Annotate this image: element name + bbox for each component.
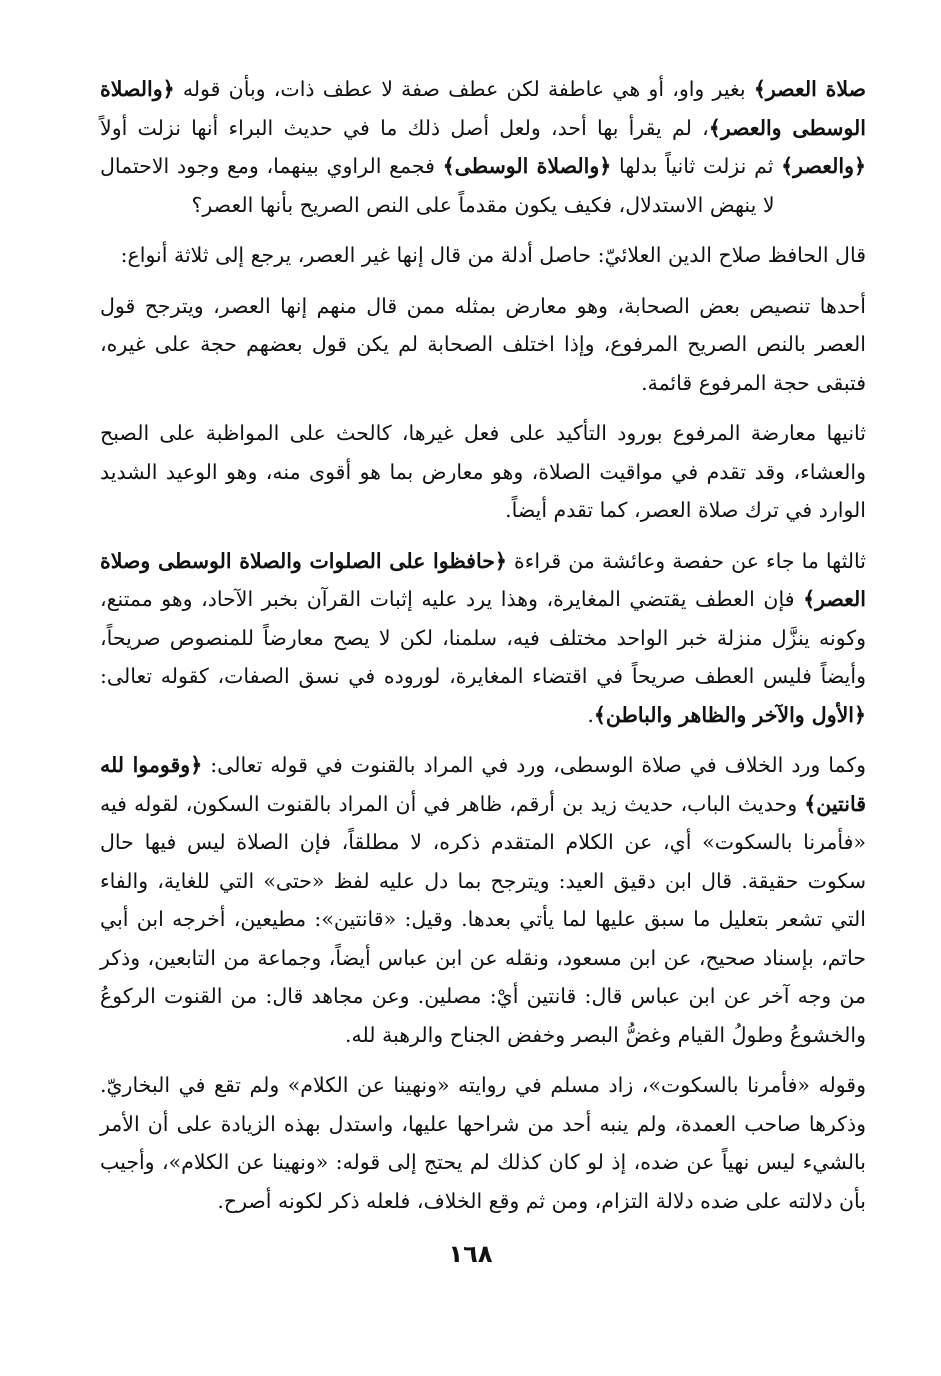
text-span: وكما ورد الخلاف في صلاة الوسطى، ورد في المراد بالقنوت في قوله تعالى: — [202, 753, 867, 777]
text-span: قال الحافظ صلاح الدين العلائيّ: حاصل أدلة من قال إنها غير العصر، يرجع إلى ثلاثة أنواع: — [120, 243, 866, 267]
quran-quote: ﴿والصلاة الوسطى والعصر﴾ — [100, 77, 866, 140]
page-body — [100, 70, 866, 1300]
text-span: بغير واو، أو هي عاطفة لكن عطف صفة لا عطف ذات، وبأن قوله — [174, 77, 754, 101]
text-span: ، لم يقرأ بها أحد، ولعل أصل ذلك ما في حديث البراء أنها نزلت أولاً — [100, 115, 709, 140]
text-span: وحديث الباب، حديث زيد بن أرقم، ظاهر في أن المراد بالقنوت السكون، لقوله فيه «فأمرنا بالسكوت» أي، عن الكلام المتقدم ذكره، لا مطلقاً، فإن الصلاة ليس فيها حال سكوت حقيقة. قال ابن دقيق العيد: ويترجح بما دل عليه لفظ «حتى» التي للغاية، والفاء التي تشعر بتعليل ما سبق عليها لما يأتي بعدها. وقيل: «قانتين»: مطيعين، أخرجه ابن أبي حاتم، بإسناد صحيح، عن ابن مسعود، ونقله عن ابن عباس أيضاً، وجماعة من التابعين، وذكر من وجه آخر عن ابن عباس قال: قانتين أيْ: مصلين. وعن مجاهد قال: من القنوت الركوعُ والخشوعُ وطولُ القيام وغضُّ البصر وخفض الجناح والرهبة لله. — [100, 791, 866, 1047]
quran-quote: ﴿والصلاة الوسطى﴾ — [442, 154, 612, 178]
text-span: ثم نزلت ثانياً بدلها — [611, 154, 782, 178]
paragraph-5 — [100, 542, 866, 735]
paragraph-1 — [100, 70, 866, 224]
paragraph-2 — [100, 236, 866, 275]
quran-quote: ﴿والعصر﴾ — [781, 154, 866, 178]
text-span: . — [587, 702, 594, 727]
paragraph-4 — [100, 414, 866, 530]
text-span: فإن العطف يقتضي المغايرة، وهذا يرد عليه إثبات القرآن بخبر الآحاد، وهو ممتنع، وكونه ينزَّل منزلة خبر الواحد مختلف فيه، سلمنا، لكن لا يصح معارضاً للمنصوص صريحاً، وأيضاً فليس العطف صريحاً في اقتضاء المغايرة، لوروده في نسق الصفات، كقوله تعالى: — [100, 587, 866, 688]
page-number: ١٦٨ — [448, 1240, 493, 1268]
paragraph-6 — [100, 746, 866, 1054]
text-span: أحدها تنصيص بعض الصحابة، وهو معارض بمثله ممن قال منهم إنها العصر، ويترجح قول العصر بالنص الصريح المرفوع، وإذا اختلف الصحابة لم يكن قول بعضهم حجة على غيره، فتبقى حجة المرفوع قائمة. — [100, 293, 866, 395]
quran-quote: صلاة العصر﴾ — [753, 77, 866, 101]
text-span: وقوله «فأمرنا بالسكوت»، زاد مسلم في روايته «ونهينا عن الكلام» ولم تقع في البخاريّ. وذكرها صاحب العمدة، ولم ينبه أحد من شراحها عليها، واستدل بهذه الزيادة على أن الأمر بالشيء ليس نهياً عن ضده، إذ لو كان كذلك لم يحتج إلى قوله: «ونهينا عن الكلام»، وأجيب بأن دلالته على ضده دلالة التزام، ومن ثم وقع الخلاف، فلعله ذكر لكونه أصرح. — [100, 1073, 866, 1213]
paragraph-7 — [100, 1066, 866, 1220]
quran-quote: ﴿وقوموا لله قانتين﴾ — [100, 753, 866, 816]
text-span: ثالثها ما جاء عن حفصة وعائشة من قراءة — [506, 548, 866, 573]
quran-quote: ﴿حافظوا على الصلوات والصلاة الوسطى وصلاة العصر﴾ — [100, 548, 866, 611]
quran-quote: ﴿الأول والآخر والظاهر والباطن﴾ — [593, 702, 866, 727]
text-span: فجمع الراوي بينهما، ومع وجود الاحتمال لا ينهض الاستدلال، فكيف يكون مقدماً على النص الصريح بأنها العصر؟ — [100, 154, 775, 217]
paragraph-3 — [100, 287, 866, 403]
text-span: ثانيها معارضة المرفوع بورود التأكيد على فعل غيرها، كالحث على المواظبة على الصبح والعشاء، وقد تقدم في مواقيت الصلاة، وهو معارض بما هو أقوى منه، وهو الوعيد الشديد الوارد في ترك صلاة العصر، كما تقدم أيضاً. — [100, 421, 866, 522]
